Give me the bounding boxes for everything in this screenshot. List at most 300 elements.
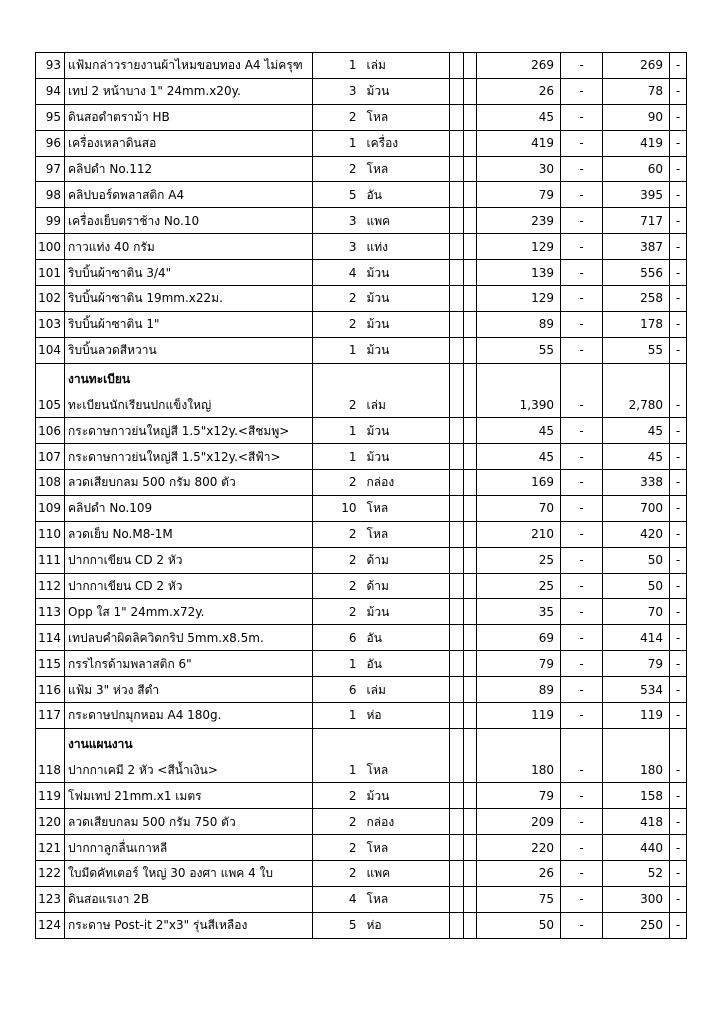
- item-quantity: 4: [313, 260, 363, 286]
- price-satang: -: [561, 625, 603, 651]
- total-satang: -: [670, 861, 687, 887]
- table-row: [36, 809, 687, 835]
- item-number: 116: [36, 677, 65, 703]
- item-number: 100: [36, 234, 65, 260]
- item-number: 94: [36, 78, 65, 104]
- empty-cell: [450, 286, 464, 312]
- table-row: [36, 835, 687, 861]
- item-name: กระดาษกาวย่นใหญ่สี 1.5"x12y.<สีฟ้า>: [68, 449, 281, 464]
- empty-cell: [464, 156, 477, 182]
- price-satang: -: [561, 444, 603, 470]
- item-name: แฟ้มกล่าวรายงานผ้าไหมขอบทอง A4 ไม่ครุฑ: [68, 58, 303, 73]
- item-total: 338: [603, 469, 670, 495]
- price-list-table: [35, 52, 687, 939]
- item-total: 556: [603, 260, 670, 286]
- item-unit-price: 79: [477, 783, 561, 809]
- item-unit: ม้วน: [363, 260, 450, 286]
- total-satang: -: [670, 521, 687, 547]
- item-name-cell: [65, 363, 313, 418]
- item-number: 110: [36, 521, 65, 547]
- item-number: 104: [36, 337, 65, 363]
- item-unit-price: 89: [477, 677, 561, 703]
- total-satang: -: [670, 363, 687, 418]
- item-total: 50: [603, 573, 670, 599]
- item-name: ปากกาเคมี 2 หัว <สีน้ำเงิน>: [68, 763, 218, 778]
- item-quantity: 2: [313, 521, 363, 547]
- empty-cell: [450, 835, 464, 861]
- item-unit-price: 75: [477, 886, 561, 912]
- total-satang: -: [670, 835, 687, 861]
- empty-cell: [450, 130, 464, 156]
- table-row: [36, 418, 687, 444]
- empty-cell: [464, 311, 477, 337]
- item-unit-price: 139: [477, 260, 561, 286]
- item-unit: กล่อง: [363, 469, 450, 495]
- item-name-cell: [65, 156, 313, 182]
- empty-cell: [464, 78, 477, 104]
- price-satang: -: [561, 337, 603, 363]
- empty-cell: [464, 469, 477, 495]
- item-total: 419: [603, 130, 670, 156]
- empty-cell: [450, 702, 464, 728]
- item-number: 93: [36, 53, 65, 79]
- table-row: [36, 182, 687, 208]
- item-number: 122: [36, 861, 65, 887]
- item-unit-price: 45: [477, 418, 561, 444]
- empty-cell: [464, 234, 477, 260]
- item-unit-price: 1,390: [477, 363, 561, 418]
- item-number: 95: [36, 104, 65, 130]
- item-name-cell: [65, 495, 313, 521]
- item-quantity: 2: [313, 783, 363, 809]
- table-row: [36, 495, 687, 521]
- price-satang: -: [561, 886, 603, 912]
- item-quantity: 2: [313, 104, 363, 130]
- item-unit: ม้วน: [363, 599, 450, 625]
- table-row: [36, 311, 687, 337]
- item-unit: ห่อ: [363, 912, 450, 938]
- price-satang: -: [561, 104, 603, 130]
- item-total: 717: [603, 208, 670, 234]
- empty-cell: [450, 78, 464, 104]
- item-name-cell: [65, 728, 313, 783]
- empty-cell: [464, 53, 477, 79]
- item-name: กระดาษ Post-it 2"x3" รุ่นสีเหลือง: [68, 918, 248, 933]
- item-unit: ม้วน: [363, 78, 450, 104]
- item-quantity: 3: [313, 78, 363, 104]
- item-unit-price: 69: [477, 625, 561, 651]
- empty-cell: [464, 912, 477, 938]
- item-name-cell: [65, 104, 313, 130]
- table-row: [36, 677, 687, 703]
- item-number: 99: [36, 208, 65, 234]
- item-quantity: 2: [313, 547, 363, 573]
- price-satang: -: [561, 521, 603, 547]
- item-quantity: 6: [313, 677, 363, 703]
- price-satang: -: [561, 547, 603, 573]
- item-number: 106: [36, 418, 65, 444]
- price-satang: -: [561, 418, 603, 444]
- item-unit: กล่อง: [363, 809, 450, 835]
- table-row: [36, 260, 687, 286]
- item-unit: เล่ม: [363, 363, 450, 418]
- item-name: ใบมีดคัทเตอร์ ใหญ่ 30 องศา แพค 4 ใบ: [68, 866, 274, 881]
- item-total: 45: [603, 444, 670, 470]
- item-total: 45: [603, 418, 670, 444]
- total-satang: -: [670, 130, 687, 156]
- item-quantity: 1: [313, 418, 363, 444]
- item-name: ริบบิ้นผ้าซาติน 19mm.x22ม.: [68, 291, 223, 306]
- item-name-cell: [65, 234, 313, 260]
- item-name-cell: [65, 651, 313, 677]
- item-unit-price: 26: [477, 861, 561, 887]
- price-satang: -: [561, 469, 603, 495]
- item-total: 395: [603, 182, 670, 208]
- item-name-cell: [65, 861, 313, 887]
- item-total: 178: [603, 311, 670, 337]
- item-name: เครื่องเย็บตราช้าง No.10: [68, 213, 200, 228]
- total-satang: -: [670, 311, 687, 337]
- table-row: [36, 337, 687, 363]
- item-quantity: 2: [313, 573, 363, 599]
- item-total: 440: [603, 835, 670, 861]
- item-unit-price: 209: [477, 809, 561, 835]
- item-unit-price: 239: [477, 208, 561, 234]
- price-satang: -: [561, 156, 603, 182]
- empty-cell: [450, 234, 464, 260]
- item-quantity: 1: [313, 444, 363, 470]
- item-unit-price: 26: [477, 78, 561, 104]
- price-list-sheet: [35, 52, 686, 939]
- table-row: [36, 521, 687, 547]
- item-number: 115: [36, 651, 65, 677]
- total-satang: -: [670, 104, 687, 130]
- empty-cell: [464, 625, 477, 651]
- item-name: ปากกาเขียน CD 2 หัว: [68, 553, 183, 568]
- item-name: แฟ้ม 3" ห่วง สีดำ: [68, 682, 160, 697]
- item-name: ปากกาเขียน CD 2 หัว: [68, 578, 183, 593]
- item-number: 120: [36, 809, 65, 835]
- item-name-cell: [65, 702, 313, 728]
- item-total: 258: [603, 286, 670, 312]
- item-quantity: 6: [313, 625, 363, 651]
- empty-cell: [464, 337, 477, 363]
- empty-cell: [464, 286, 477, 312]
- total-satang: -: [670, 418, 687, 444]
- item-name: ปากกาลูกลื่นเกาหลี: [68, 840, 168, 855]
- total-satang: -: [670, 208, 687, 234]
- total-satang: -: [670, 182, 687, 208]
- price-satang: -: [561, 728, 603, 783]
- empty-cell: [464, 861, 477, 887]
- item-number: 109: [36, 495, 65, 521]
- table-row: [36, 469, 687, 495]
- total-satang: -: [670, 337, 687, 363]
- item-name: กรรไกรด้ามพลาสติก 6": [68, 656, 192, 671]
- table-row: [36, 547, 687, 573]
- total-satang: -: [670, 599, 687, 625]
- item-unit-price: 180: [477, 728, 561, 783]
- item-name: เครื่องเหลาดินสอ: [68, 136, 157, 151]
- price-satang: -: [561, 182, 603, 208]
- total-satang: -: [670, 469, 687, 495]
- total-satang: -: [670, 234, 687, 260]
- item-quantity: 1: [313, 651, 363, 677]
- empty-cell: [450, 444, 464, 470]
- item-unit: โหล: [363, 495, 450, 521]
- total-satang: -: [670, 702, 687, 728]
- item-number: 124: [36, 912, 65, 938]
- total-satang: -: [670, 651, 687, 677]
- item-unit: โหล: [363, 104, 450, 130]
- item-name-cell: [65, 547, 313, 573]
- empty-cell: [464, 521, 477, 547]
- total-satang: -: [670, 573, 687, 599]
- item-unit-price: 55: [477, 337, 561, 363]
- item-quantity: 2: [313, 861, 363, 887]
- table-row: [36, 625, 687, 651]
- item-number: 105: [36, 363, 65, 418]
- item-name-cell: [65, 78, 313, 104]
- item-unit-price: 169: [477, 469, 561, 495]
- item-number: 117: [36, 702, 65, 728]
- item-unit: โหล: [363, 886, 450, 912]
- empty-cell: [450, 547, 464, 573]
- item-unit: อัน: [363, 625, 450, 651]
- empty-cell: [464, 182, 477, 208]
- table-row: [36, 651, 687, 677]
- item-name: ดินสอแรเงา 2B: [68, 892, 150, 907]
- item-unit: ม้วน: [363, 418, 450, 444]
- item-unit-price: 79: [477, 651, 561, 677]
- table-row: [36, 728, 687, 783]
- empty-cell: [464, 573, 477, 599]
- item-total: 414: [603, 625, 670, 651]
- empty-cell: [450, 912, 464, 938]
- item-unit: ม้วน: [363, 337, 450, 363]
- section-heading: งานแผนงาน: [68, 737, 133, 752]
- total-satang: -: [670, 547, 687, 573]
- table-row: [36, 886, 687, 912]
- item-name-cell: [65, 260, 313, 286]
- item-total: 250: [603, 912, 670, 938]
- item-unit: ม้วน: [363, 444, 450, 470]
- item-unit: โหล: [363, 521, 450, 547]
- item-unit: แพค: [363, 861, 450, 887]
- item-name-cell: [65, 469, 313, 495]
- price-satang: -: [561, 260, 603, 286]
- item-name: ริบบิ้นผ้าซาติน 1": [68, 317, 160, 332]
- item-total: 418: [603, 809, 670, 835]
- price-satang: -: [561, 53, 603, 79]
- table-row: [36, 599, 687, 625]
- table-row: [36, 208, 687, 234]
- table-row: [36, 912, 687, 938]
- empty-cell: [450, 363, 464, 418]
- table-row: [36, 363, 687, 418]
- item-total: 2,780: [603, 363, 670, 418]
- price-satang: -: [561, 702, 603, 728]
- item-quantity: 5: [313, 182, 363, 208]
- item-name: กระดาษกาวย่นใหญ่สี 1.5"x12y.<สีชมพู>: [68, 423, 290, 438]
- item-number: 113: [36, 599, 65, 625]
- item-total: 158: [603, 783, 670, 809]
- total-satang: -: [670, 625, 687, 651]
- item-total: 269: [603, 53, 670, 79]
- empty-cell: [450, 469, 464, 495]
- item-number: 114: [36, 625, 65, 651]
- empty-cell: [450, 651, 464, 677]
- empty-cell: [464, 208, 477, 234]
- empty-cell: [450, 208, 464, 234]
- item-total: 70: [603, 599, 670, 625]
- item-quantity: 1: [313, 53, 363, 79]
- item-quantity: 2: [313, 599, 363, 625]
- item-unit: ด้าม: [363, 573, 450, 599]
- item-number: 97: [36, 156, 65, 182]
- item-unit: อัน: [363, 651, 450, 677]
- item-quantity: 2: [313, 286, 363, 312]
- price-satang: -: [561, 912, 603, 938]
- item-name: โฟมเทป 21mm.x1 เมตร: [68, 788, 202, 803]
- item-name-cell: [65, 208, 313, 234]
- item-name-cell: [65, 573, 313, 599]
- price-satang: -: [561, 861, 603, 887]
- item-unit-price: 119: [477, 702, 561, 728]
- item-number: 101: [36, 260, 65, 286]
- empty-cell: [464, 130, 477, 156]
- item-quantity: 10: [313, 495, 363, 521]
- item-unit-price: 129: [477, 286, 561, 312]
- empty-cell: [450, 521, 464, 547]
- item-number: 121: [36, 835, 65, 861]
- empty-cell: [450, 573, 464, 599]
- empty-cell: [464, 599, 477, 625]
- empty-cell: [450, 625, 464, 651]
- item-name-cell: [65, 783, 313, 809]
- item-name-cell: [65, 835, 313, 861]
- table-row: [36, 861, 687, 887]
- price-satang: -: [561, 78, 603, 104]
- empty-cell: [464, 809, 477, 835]
- table-row: [36, 78, 687, 104]
- table-row: [36, 130, 687, 156]
- empty-cell: [450, 886, 464, 912]
- item-quantity: 1: [313, 337, 363, 363]
- item-unit-price: 129: [477, 234, 561, 260]
- item-quantity: 5: [313, 912, 363, 938]
- table-row: [36, 573, 687, 599]
- empty-cell: [450, 783, 464, 809]
- table-row: [36, 444, 687, 470]
- item-number: 119: [36, 783, 65, 809]
- item-unit-price: 70: [477, 495, 561, 521]
- item-quantity: 3: [313, 234, 363, 260]
- section-heading: งานทะเบียน: [68, 372, 131, 387]
- price-satang: -: [561, 286, 603, 312]
- table-body: [36, 53, 687, 939]
- item-unit: เครื่อง: [363, 130, 450, 156]
- empty-cell: [450, 182, 464, 208]
- item-total: 534: [603, 677, 670, 703]
- table-row: [36, 783, 687, 809]
- total-satang: -: [670, 912, 687, 938]
- total-satang: -: [670, 78, 687, 104]
- empty-cell: [464, 495, 477, 521]
- item-unit: แท่ง: [363, 234, 450, 260]
- item-name: กระดาษปกมุกหอม A4 180g.: [68, 708, 222, 723]
- empty-cell: [464, 104, 477, 130]
- item-quantity: 2: [313, 156, 363, 182]
- item-total: 700: [603, 495, 670, 521]
- item-quantity: 1: [313, 130, 363, 156]
- item-name: กาวแท่ง 40 กรัม: [68, 239, 155, 254]
- item-unit: ม้วน: [363, 783, 450, 809]
- item-number: 108: [36, 469, 65, 495]
- item-unit-price: 89: [477, 311, 561, 337]
- empty-cell: [450, 809, 464, 835]
- item-quantity: 2: [313, 809, 363, 835]
- total-satang: -: [670, 677, 687, 703]
- item-total: 387: [603, 234, 670, 260]
- total-satang: -: [670, 728, 687, 783]
- item-name-cell: [65, 625, 313, 651]
- item-total: 420: [603, 521, 670, 547]
- item-unit-price: 45: [477, 444, 561, 470]
- item-unit: โหล: [363, 156, 450, 182]
- table-row: [36, 286, 687, 312]
- table-row: [36, 702, 687, 728]
- item-total: 55: [603, 337, 670, 363]
- price-satang: -: [561, 495, 603, 521]
- item-total: 78: [603, 78, 670, 104]
- price-satang: -: [561, 208, 603, 234]
- empty-cell: [464, 547, 477, 573]
- total-satang: -: [670, 886, 687, 912]
- empty-cell: [450, 599, 464, 625]
- item-name-cell: [65, 337, 313, 363]
- empty-cell: [464, 418, 477, 444]
- item-number: 98: [36, 182, 65, 208]
- empty-cell: [450, 156, 464, 182]
- item-name: ดินสอดำตราม้า HB: [68, 110, 170, 125]
- total-satang: -: [670, 260, 687, 286]
- price-satang: -: [561, 234, 603, 260]
- item-name: ริบบิ้นผ้าซาติน 3/4": [68, 265, 172, 280]
- item-name-cell: [65, 130, 313, 156]
- item-unit-price: 79: [477, 182, 561, 208]
- item-name-cell: [65, 311, 313, 337]
- empty-cell: [450, 418, 464, 444]
- item-number: 103: [36, 311, 65, 337]
- item-unit: ด้าม: [363, 547, 450, 573]
- price-satang: -: [561, 363, 603, 418]
- price-satang: -: [561, 130, 603, 156]
- empty-cell: [450, 53, 464, 79]
- item-unit: เล่ม: [363, 53, 450, 79]
- item-unit-price: 25: [477, 547, 561, 573]
- item-unit-price: 220: [477, 835, 561, 861]
- item-name-cell: [65, 677, 313, 703]
- item-name: Opp ใส 1" 24mm.x72y.: [68, 604, 205, 619]
- item-total: 90: [603, 104, 670, 130]
- empty-cell: [464, 835, 477, 861]
- item-name-cell: [65, 912, 313, 938]
- item-unit: โหล: [363, 728, 450, 783]
- item-unit-price: 269: [477, 53, 561, 79]
- item-unit-price: 50: [477, 912, 561, 938]
- item-quantity: 1: [313, 728, 363, 783]
